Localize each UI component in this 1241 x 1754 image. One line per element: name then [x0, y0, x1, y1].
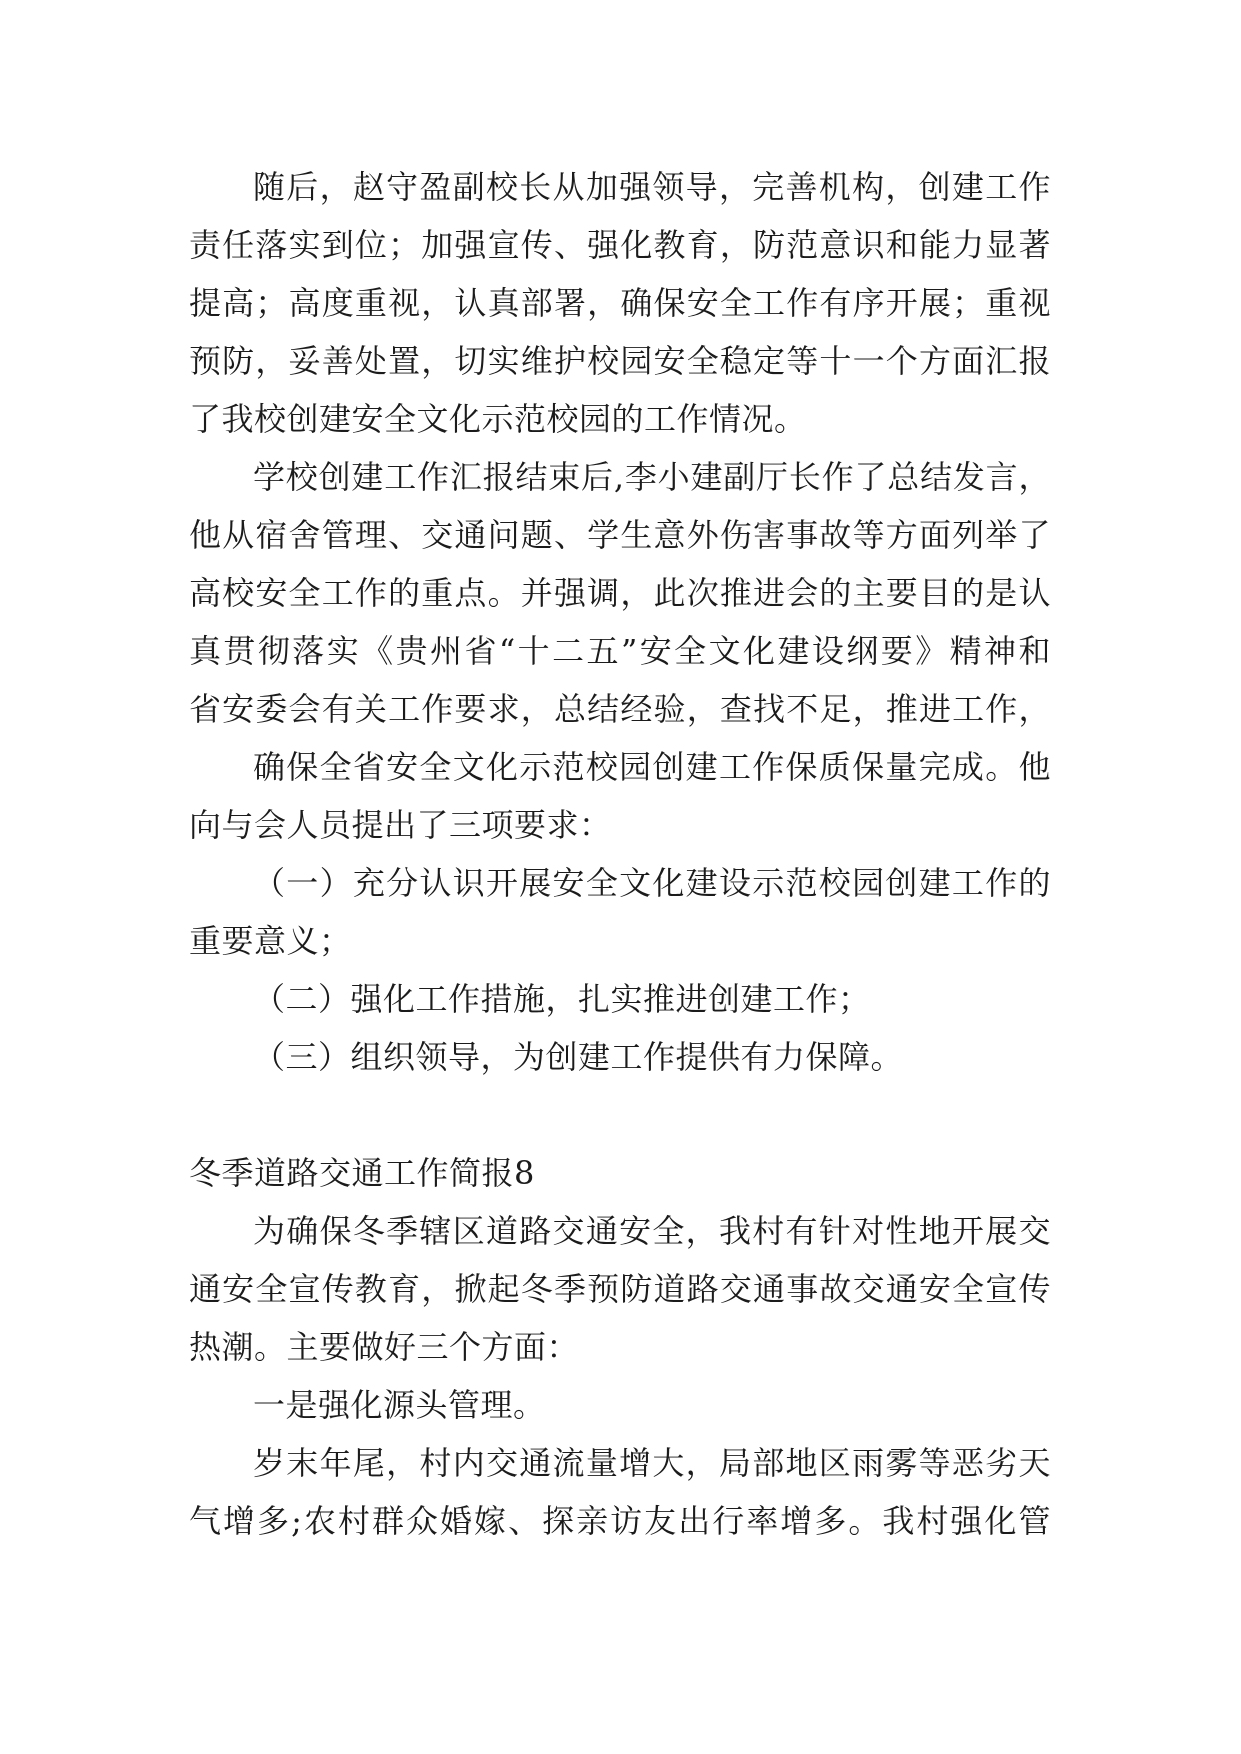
text-line: 学校创建工作汇报结束后,李小建副厅长作了总结发言，	[253, 458, 1051, 496]
text-line: 预防，妥善处置，切实维护校园安全稳定等十一个方面汇报	[189, 342, 1051, 380]
text-line: 他从宿舍管理、交通问题、学生意外伤害事故等方面列举了	[189, 516, 1051, 554]
paragraph	[189, 1028, 1051, 1086]
text-line: 通安全宣传教育，掀起冬季预防道路交通事故交通安全宣传	[189, 1270, 1051, 1308]
paragraph	[189, 738, 1051, 854]
paragraph	[189, 158, 1051, 448]
document-body	[189, 158, 1051, 1550]
text-line: 了我校创建安全文化示范校园的工作情况。	[189, 400, 807, 438]
text-line: 真贯彻落实《贵州省“十二五”安全文化建设纲要》精神和	[189, 632, 1051, 670]
text-line: 热潮。主要做好三个方面：	[189, 1328, 580, 1366]
text-line: 向与会人员提出了三项要求：	[189, 806, 612, 844]
text-line: 确保全省安全文化示范校园创建工作保质保量完成。他	[253, 748, 1051, 786]
text-line: （三）组织领导，为创建工作提供有力保障。	[253, 1038, 904, 1076]
text-line: 气增多;农村群众婚嫁、探亲访友出行率增多。我村强化管	[189, 1502, 1051, 1540]
paragraph	[189, 854, 1051, 970]
paragraph	[189, 1434, 1051, 1550]
paragraph	[189, 970, 1051, 1028]
text-line: 提高；高度重视，认真部署，确保安全工作有序开展；重视	[189, 284, 1051, 322]
text-line: 岁末年尾，村内交通流量增大，局部地区雨雾等恶劣天	[253, 1444, 1051, 1482]
text-line: 省安委会有关工作要求，总结经验，查找不足，推进工作，	[189, 690, 1051, 728]
paragraph	[189, 448, 1051, 738]
text-line: 责任落实到位；加强宣传、强化教育，防范意识和能力显著	[189, 226, 1051, 264]
text-line: 重要意义；	[189, 922, 352, 960]
text-line: （二）强化工作措施，扎实推进创建工作；	[253, 980, 871, 1018]
text-line: 为确保冬季辖区道路交通安全，我村有针对性地开展交	[253, 1212, 1051, 1250]
blank-line	[189, 1086, 1051, 1144]
paragraph	[189, 1376, 1051, 1434]
text-line: 随后，赵守盈副校长从加强领导，完善机构，创建工作	[253, 168, 1051, 206]
paragraph	[189, 1202, 1051, 1376]
section-heading: 冬季道路交通工作简报8	[189, 1154, 535, 1192]
text-line: （一）充分认识开展安全文化建设示范校园创建工作的	[253, 864, 1051, 902]
text-line: 高校安全工作的重点。并强调，此次推进会的主要目的是认	[189, 574, 1051, 612]
text-line: 一是强化源头管理。	[253, 1386, 546, 1424]
